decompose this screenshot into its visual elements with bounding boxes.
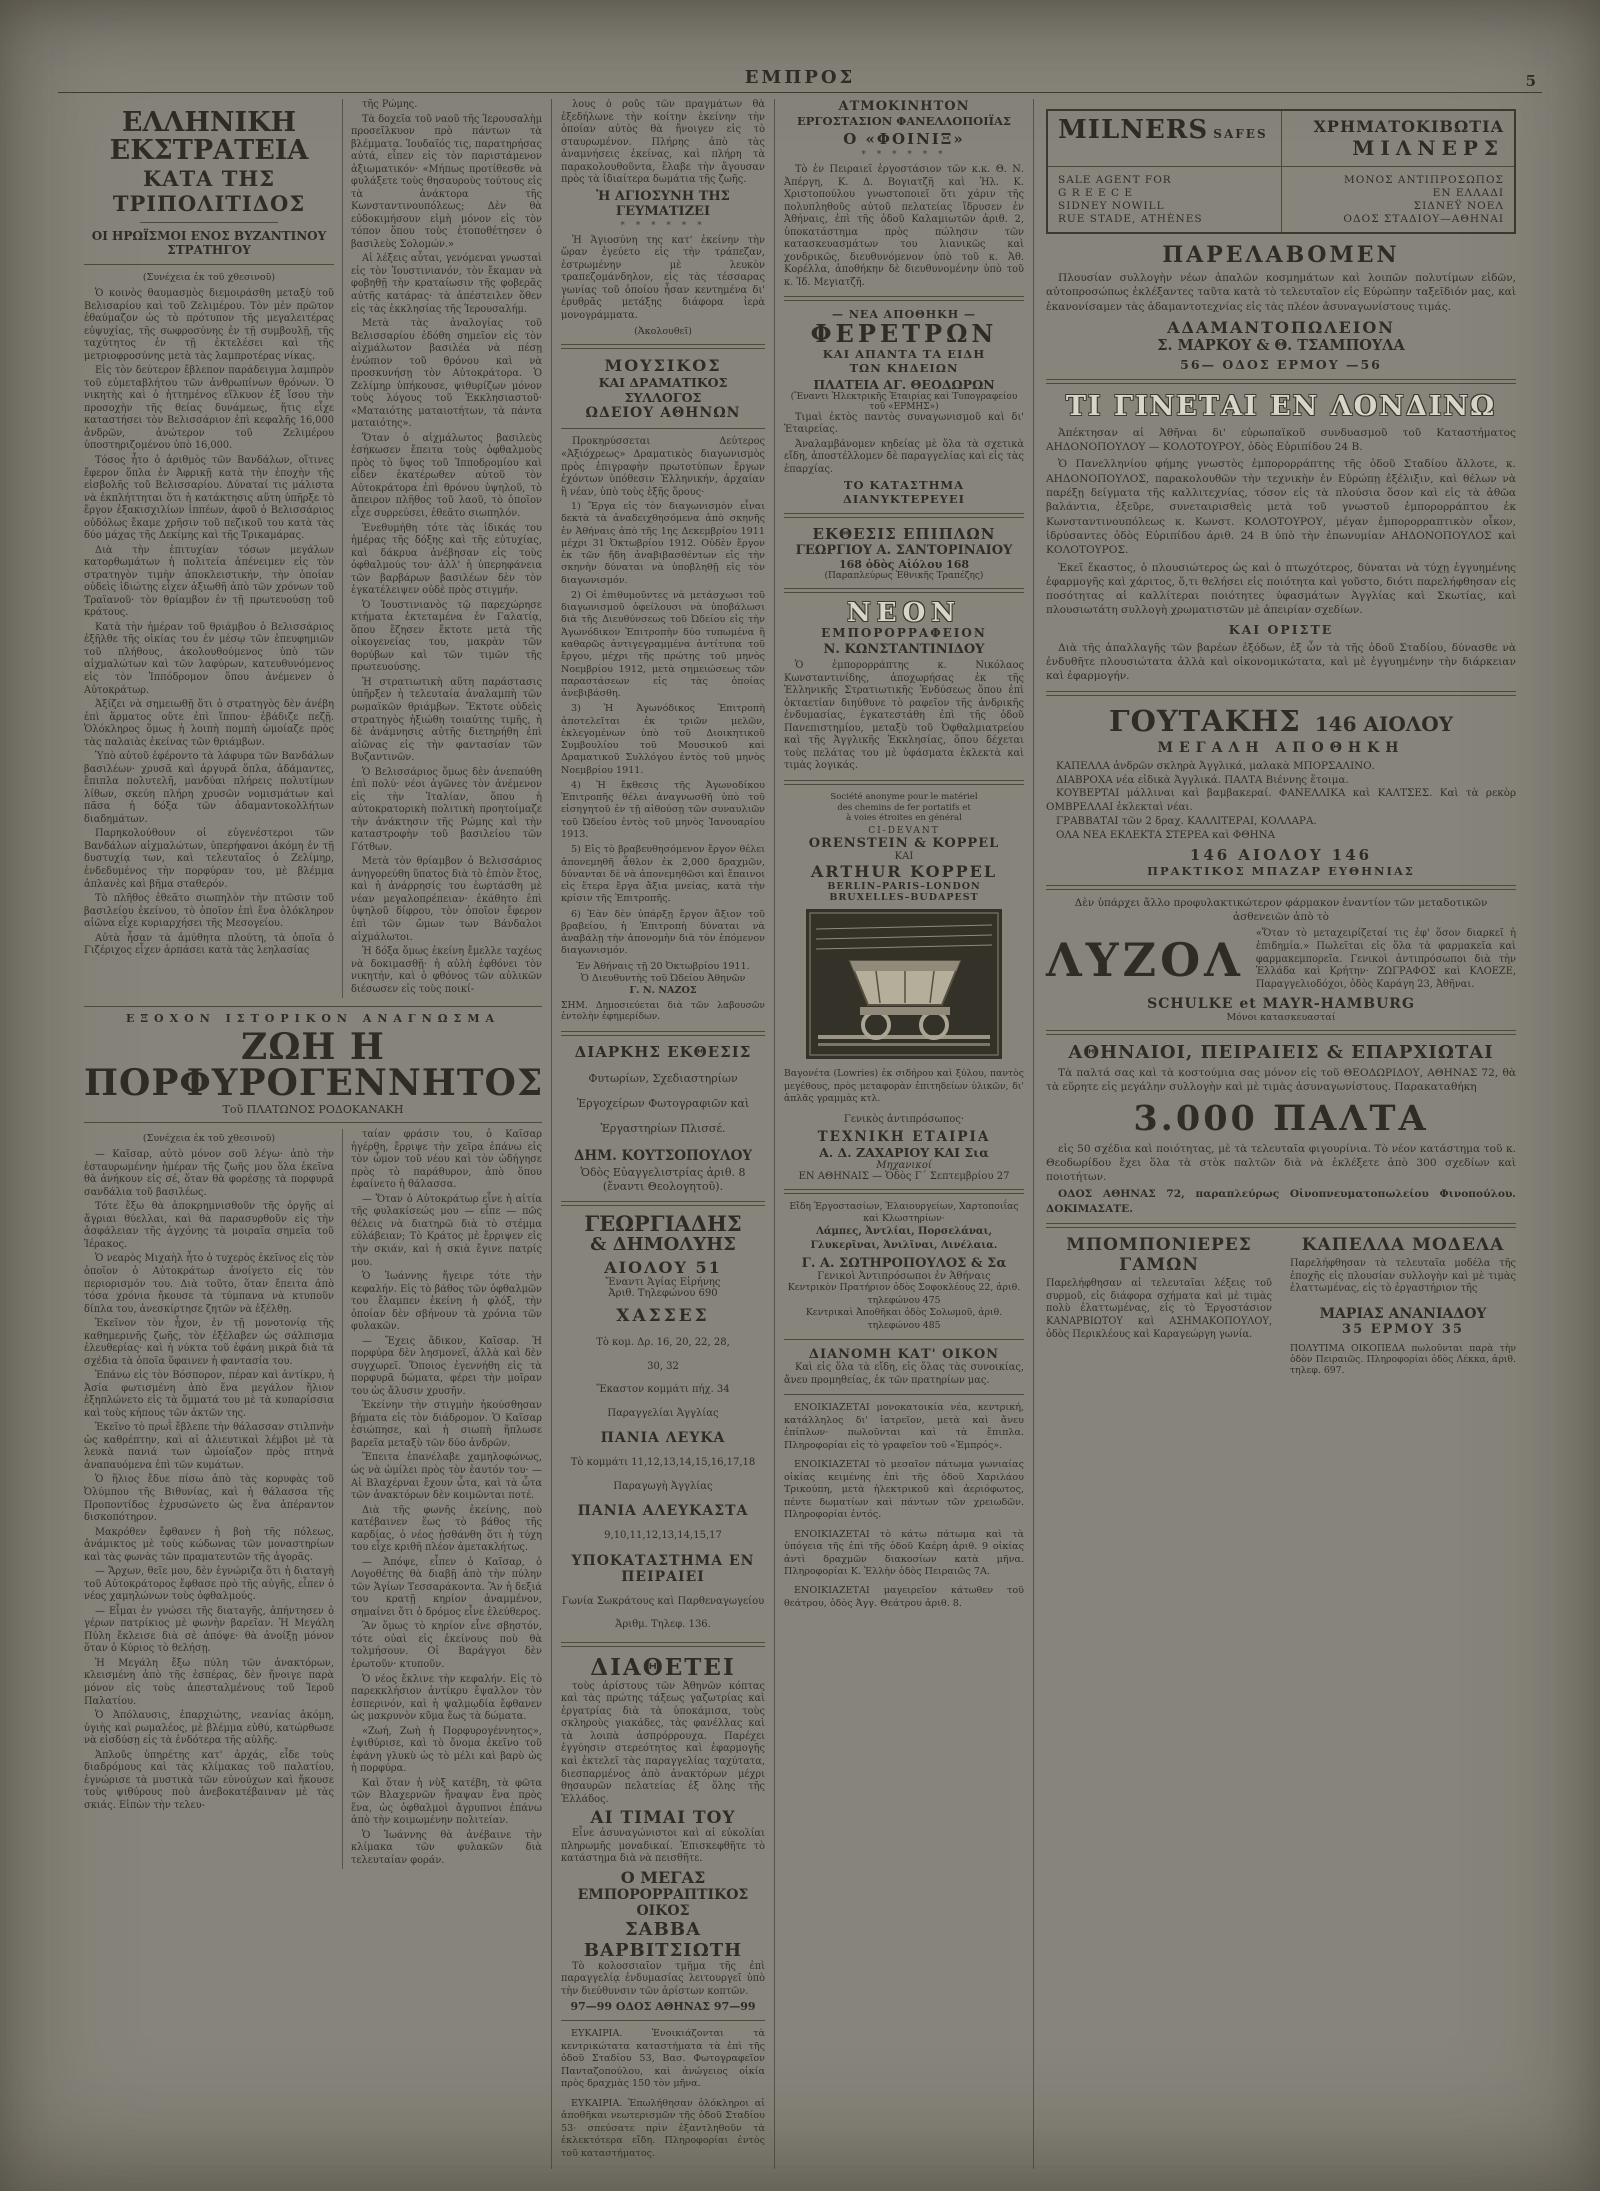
hats-address: 35 ΕΡΜΟΥ 35	[1342, 1322, 1464, 1338]
hats-owner: ΜΑΡΙΑΣ ΑΝΑΝΙΑΔΟΥ	[1319, 1306, 1487, 1323]
tailor-name: ΣΑΒΒΑ ΒΑΡΒΙΤΣΙΩΤΗ	[583, 1918, 743, 1961]
coats-p2: εἰς 50 σχέδια καὶ ποιότητας, μὲ τὰ τελευταῖα φιγουρίνια. Τὸ νέον κατάστημα τοῦ κ. Θεοδωρίδου ἔχει ὅλα τὰ στὸκ παλτῶν διὰ νὰ ἐκλέξετε ἀπὸ 300 σχεδίων καὶ ποιοτήτων.	[1046, 1142, 1516, 1184]
white-cloth-prices	[561, 1456, 765, 1493]
novel-column-right	[343, 1129, 542, 1869]
paragraph: Ὁ ἥλιος ἔδυε πίσω ἀπὸ τὰς κορυφὰς τοῦ Ὀλύμπου τῆς Βιθυνίας, καὶ ἡ θάλασσα τῆς Προποντίδος ἐχρυσώνετο ὡς ἕνα ἀπέραντον δισκοπότηρον.	[84, 1474, 334, 1524]
coffins-title: ΦΕΡΕΤΡΩΝ	[810, 319, 998, 349]
paragraph: Ὁ Ἰωάννης θὰ ἀνέβαινε τὴν κλίμακα τῶν φυλακῶν διὰ τελευταίαν φοράν.	[351, 1829, 542, 1866]
diamond-shop-owners: Σ. ΜΑΡΚΟΥ & Θ. ΤΣΑΜΠΟΥΛΑ	[1157, 336, 1405, 354]
paragraph: Αἱ λέξεις αὗται, γενόμεναι γνωσταὶ εἰς τὸν Ἰουστινιανόν, τὸν ἔκαμαν νὰ φοβηθῇ τὴν κραταίωσιν τῆς φοβερᾶς αὐτῆς κατάρας· τὰ ἀπέστειλεν ὅθεν εἰς τὰς ἐκκλησίας τῆς Ἱερουσαλήμ.	[351, 253, 542, 315]
coats-title: ΑΘΗΝΑΙΟΙ, ΠΕΙΡΑΙΕΙΣ & ΕΠΑΡΧΙΩΤΑΙ	[1068, 1041, 1494, 1063]
paragraph: Αὐτὰ ἦσαν τὰ ἀμύθητα πλούτη, τὰ ὁποῖα ὁ Γιζέριχος εἶχεν ἁρπάσει κατὰ τὰς λεηλασίας	[84, 932, 334, 957]
delivery-text: Καὶ εἰς ὅλα τὰ εἴδη, εἰς ὅλας τὰς συνοικίας, ἄνευ προμηθείας, ἐκ τῶν πρατηρίων μας.	[784, 1362, 1024, 1386]
paragraph: Τὸ κομμάτι 11,12,13,14,15,16,17,18	[570, 1457, 756, 1469]
paragraph: ΚΑΠΕΛΛΑ ἀνδρῶν σκληρὰ Ἀγγλικά, μαλακὰ ΜΠΟΡΣΑΛΙΝΟ.	[1056, 759, 1375, 772]
lyzol-ad	[1046, 897, 1516, 1023]
to-be-continued-note: (Ἀκολουθεῖ)	[634, 326, 692, 338]
paragraph: Ὁ Βελισσάριος ὅμως δὲν ἀνεπαύθη ἐπὶ πολύ· νέοι ἀγῶνες τὸν ἀνέμενον εἰς τὴν Ἰταλίαν, ὅπου ἡ αὐτοκρατορικὴ πολιτικὴ προητοίμαζε τὴν ἀνάκτησιν τῆς Ρώμης καὶ τὴν καταστροφὴν τοῦ βασιλείου τῶν Γότθων.	[351, 766, 542, 853]
divider	[1046, 691, 1516, 696]
milners-greek-cell	[1281, 111, 1514, 166]
technical-company-line4: ΕΝ ΑΘΗΝΑΙΣ — Ὁδὸς Γ΄ Σεπτεμβρίου 27	[798, 1170, 1010, 1182]
article-headline-line1: ΕΛΛΗΝΙΚΗ ΕΚΣΤΡΑΤΕΙΑ	[109, 107, 309, 166]
novel-body-left	[84, 1149, 334, 1812]
branch-details	[561, 1595, 765, 1632]
milners-brand: MILNERS	[1058, 115, 1209, 145]
exhibition-owner: ΔΗΜ. ΚΟΥΤΣΟΠΟΥΛΟΥ	[573, 1147, 753, 1164]
hats-models-ad	[1290, 1235, 1516, 1385]
lyzol-row	[1046, 928, 1516, 992]
paragraph: ΕΝΟΙΚΙΑΖΕΤΑΙ τὸ κάτω πάτωμα καὶ τὰ ὑπόγεια τῆς ἐπὶ τῆς ὁδοῦ Καέρη ἀριθ. 9 οἰκίας ἀντὶ δραχμῶν διακοσίων κατὰ μῆνα. Πληροφορίαι Κ. Ἑλλὴν ὁδὸς Πειραιῶς 7Α.	[784, 1528, 1024, 1577]
divider	[784, 780, 1024, 785]
hats-title: ΚΑΠΕΛΛΑ ΜΟΔΕΛΑ	[1301, 1235, 1505, 1256]
store-landmark: Ἔναντι Ἁγίας Εἰρήνης	[605, 1277, 721, 1289]
tailor-line1: Ο ΜΕΓΑΣ	[620, 1867, 706, 1887]
london-p4: Διὰ τῆς ἀπαλλαγῆς τῶν βαρέων ἐξόδων, ἐξ ὧν τὰ τῆς ὁδοῦ Σταδίου, δύνασθε νὰ ἐνδυθῆτε πλουσιώτατα ἀλλὰ καὶ οἰκονομικώτατα, καὶ μὲ ἐγγυημένην τὴν διάρκειαν καὶ ἐφαρμογήν.	[1046, 641, 1516, 683]
paragraph: Γωνία Σωκράτους καὶ Παρθεναγωγείου	[561, 1595, 765, 1607]
tailor-address: 97—99 ΟΔΟΣ ΑΘΗΝΑΣ 97—99	[570, 2000, 756, 2014]
parelavomen-title: ΠΑΡΕΛΑΒΟΜΕΝ	[1162, 242, 1400, 268]
divider	[140, 222, 278, 223]
paragraph: SALE AGENT FOR	[1058, 174, 1172, 186]
diamond-shop-title: ΑΔΑΜΑΝΤΟΠΩΛΕΙΟΝ	[1167, 317, 1395, 337]
article-subhead: ΟΙ ΗΡΩΪΣΜΟΙ ΕΝΟΣ ΒΥΖΑΝΤΙΝΟΥ ΣΤΡΑΤΗΓΟΥ	[91, 229, 327, 258]
paragraph: Société anonyme pour le matériel	[830, 791, 978, 802]
theodoridis-coats-ad	[1046, 1042, 1516, 1216]
paragraph: Ἡ Μεγάλη ἔξω πύλη τῶν ἀνακτόρων, κλεισμένη ἀπὸ τῆς ἑσπέρας, δὲν ἤνοιγε παρὰ μόνον εἰς τοὺς ἀπεσταλμένους τοῦ Ἱεροῦ Παλατίου.	[84, 1657, 334, 1707]
agiosini-text: Ἡ Ἁγιοσύνη της κατ' ἐκείνην τὴν ὥραν ἐγεύετο εἰς τὴν τράπεζαν, ἐστρωμένην μὲ λευκὸν τραπεζομάνδηλον, εἰς τὰς τέσσαρας γωνίας τοῦ ὁποίου ἦσαν κεντημένα δι' ἐρυθρᾶς μετάξης διάφορα ἱερὰ μονογράμματα.	[561, 234, 765, 321]
column-five	[1034, 99, 1516, 2169]
paragraph: ΔΙΑΒΡΟΧΑ νέα εἰδικὰ Ἀγγλικά. ΠΑΛΤΑ Βιέννης ἕτοιμα.	[1056, 773, 1349, 786]
paragraph: Κατὰ τὴν ἡμέραν τοῦ θριάμβου ὁ Βελισσάριος ἐξῆλθε τῆς οἰκίας του ἐν μέσῳ τῶν ἐπευφημιῶν τοῦ πλήθους, ἀκολουθούμενος ὑπὸ τῶν αἰχμαλώτων καὶ τῶν λαφύρων, κατευθυνόμενος εἰς τὸν Ἱππόδρομον ὅπου ἀνέμενεν ὁ Αὐτοκράτωρ.	[84, 621, 334, 696]
article-body	[84, 288, 334, 958]
paragraph: Ἡ δόξα ὅμως ἐκείνη ἔμελλε ταχέως νὰ δοκιμασθῇ· ἡ αὐλὴ ἐφθόνει τὸν νικητήν, καὶ ὁ φθόνος τῶν αὐλικῶν διέσωσεν εἰς τοὺς ποικί-	[351, 946, 542, 995]
exhibition-address: Ὁδὸς Εὐαγγελιστρίας ἀριθ. 8 (ἔναντι Θεολογητοῦ).	[580, 1165, 746, 1194]
divider	[84, 264, 334, 265]
section-white-cloth: ΠΑΝΙΑ ΛΕΥΚΑ	[600, 1430, 726, 1447]
divider	[561, 344, 765, 349]
tailor-text: Τὸ κολοσσιαῖον τμῆμα τῆς ἐπὶ παραγγελίᾳ ἐνδυμασίας λειτουργεῖ ὑπὸ τὴν διεύθυνσιν τῶν ἀρίστων κοπτῶν.	[561, 1960, 765, 1997]
phoenix-text: Τὸ ἐν Πειραιεῖ ἐργοστάσιον τῶν κ.κ. Θ. Ν. Ἀπέργη, Κ. Δ. Βογιατζῆ καὶ Ἠλ. Κ. Χριστοπούλου γνωστοποιεῖ ὅτι χάριν τῆς πολυπληθοῦς αὐτοῦ πελατείας ἵδρυσεν ἐν Ἀθήναις, ἐπὶ τῆς ὁδοῦ Καλαμιωτῶν ἀριθ. 2, ὑποκατάστημα πρὸς πώλησιν τῶν κατασκευασμάτων του λιανικῶς καὶ χονδρικῶς, διευθυνόμενον ὑπὸ τοῦ κ. Ἀθ. Κορέλλα, ἀποθήκην δὲ διευθυνομένην ὑπὸ τοῦ κ. Ἰδ. Μεγιατζῆ.	[784, 164, 1024, 288]
furniture-owner: ΓΕΩΡΓΙΟΥ Α. ΣΑΝΤΟΡΙΝΑΙΟΥ	[795, 543, 1013, 559]
coats-p3: ΟΔΟΣ ΑΘΗΝΑΣ 72, παραπλεύρως Οἰνοπνευματοπωλείου Φινοπούλου. ΔΟΚΙΜΑΣΑΤΕ.	[1046, 1188, 1516, 1215]
hats-text: Παρελήφθησαν τὰ τελευταῖα μοδέλα τῆς ἐποχῆς εἰς πλουσίαν συλλογὴν καὶ μὲ τιμὰς ἐλαττωμένας, εἰς τὸ ἐργαστήριον τῆς	[1290, 1258, 1516, 1295]
paragraph: Ὁ Ἀπόλαυσις, ἐπαρχιώτης, νεανίας ἀκόμη, ὑγιὴς καὶ ρωμαλέος, μὲ βλέμμα εὐθύ, κατώρθωσε νὰ εἰσδύσῃ εἰς τὰ ἐνδότερα τῆς αὐλῆς.	[84, 1710, 334, 1747]
divider	[784, 1394, 1024, 1395]
paragraph: Ἡ στρατιωτικὴ αὕτη παράστασις ὑπῆρξεν ἡ τελευταία ἀναλαμπὴ τῶν ρωμαϊκῶν θριάμβων. Ἔκτοτε οὐδεὶς στρατηγὸς ἠξιώθη τοιαύτης τιμῆς, ἡ δὲ ἀνάμνησις αὐτῆς διετηρήθη ἐπὶ αἰῶνας εἰς τὴν φαντασίαν τῶν Βυζαντινῶν.	[351, 676, 542, 764]
new-tailor-shop-ad	[784, 600, 1024, 773]
paragraph: Ὁ νέος ἔκλινε τὴν κεφαλήν. Εἰς τὸ παρεκκλήσιον ἀντίκρυ ἔψαλλον τὸν ἑσπερινόν, καὶ ἡ ψαλμῳδία ἔφθανεν ὡς μακρυνὸν κῦμα ἕως τὰ δώματα.	[351, 1673, 542, 1723]
koppel-railway-ad	[784, 792, 1024, 1182]
paragraph: Ἐκεῖνο τὸ πρωῒ ἔβλεπε τὴν θάλασσαν στιλπνὴν ὡς καθρέπτην, καὶ αἱ ἁλιευτικαὶ λέμβοι μὲ τὰ λευκὰ πανιά των ὡμοίαζον πρὸς πτηνὰ ἀναπαυόμενα ἐπὶ τῶν κυμάτων.	[84, 1422, 334, 1471]
paragraph: — Καῖσαρ, αὐτὸ μόνον σοῦ λέγω· ἀπὸ τὴν ἐσταυρωμένην ἡμέραν τῆς ζωῆς μου ὅλα ἐκεῖνα θὰ ἀνήκουν εἰς σέ, ὅταν θὰ φορέσῃς τὰ πορφυρᾶ σανδάλια τοῦ βασιλέως.	[84, 1149, 334, 1198]
page-header	[58, 0, 1542, 93]
diathetei-title: ΔΙΑΘΕΤΕΙ	[590, 1653, 736, 1681]
column-three	[552, 99, 775, 2169]
london-midhead: ΚΑΙ ΟΡΙΣΤΕ	[1228, 621, 1334, 637]
london-p3: Ἐκεῖ ἕκαστος, ὁ πλουσιώτερος ὡς καὶ ὁ πτωχότερος, δύναται νὰ τύχῃ ἐγγυημένης ἐφαρμογῆς καὶ χάριτος, ὅ,τι θελήσει εἰς ποιότητα καὶ γοῦστο, διότι παρελήφθησαν εἰς ποσότητας αἱ καλλίτεραι ποιότητες ὑφασμάτων Ἀγγλίας καὶ Σκωτίας, καὶ πλουσιωτάτη συλλογὴ χρωματιστῶν μὲ ἀπειρίαν σχεδίων.	[1046, 561, 1516, 617]
furniture-title: ΕΚΘΕΣΙΣ ΕΠΙΠΛΩΝ	[812, 525, 996, 544]
goutakis-items	[1046, 760, 1516, 843]
prices-ad	[561, 1808, 765, 1866]
article-headline-line2: ΚΑΤΑ ΤΗΣ ΤΡΙΠΟΛΙΤΙΔΟΣ	[112, 166, 306, 217]
rental-classifieds	[784, 1402, 1024, 1610]
paragraph: Τότε ἔξω θὰ ἀποκρημνισθοῦν τῆς ὀργῆς αἱ ἄγριαι θύελλαι, καὶ θὰ παρασυρθοῦν εἰς τὴν ἀσφάλειαν τῆς ἀγχόνης τὰ μοιραῖα σημεῖα τοῦ Ἱέρακος.	[84, 1201, 334, 1250]
newspaper-title: ΕΜΠΡΟΣ	[744, 67, 856, 88]
novel-column-left	[84, 1129, 343, 1869]
paragraph: — Ἀπόψε, εἶπεν ὁ Καῖσαρ, ὁ Λογοθέτης θὰ διαβῇ ἀπὸ τὴν πύλην τῶν Ἁγίων Τεσσαράκοντα. Ἂν ἡ δεξιά του κρατῇ κηρίον ἀναμμένον, σημαίνει ὅτι ὁ δρόμος εἶνε ἐλεύθερος.	[351, 1556, 542, 1618]
parelavomen-text: Πλουσίαν συλλογὴν νέων ἁπαλῶν κοσμημάτων καὶ λοιπῶν πολυτίμων εἰδῶν, αὐτοπροσώπως ἐκλέξαντες ταῦτα κατὰ τὸ τελευταῖον εἰς Εὐρώπην ταξεῖδιόν μας, καὶ ἐκανονίσαμεν τὰς ἀδαμαντοτεχνίας εἰς τὰς πλέον ἀσυναγωνίστους τιμάς.	[1046, 272, 1516, 313]
koppel-caption: Βαγονέτα (Lowries) ἐκ σιδήρου καὶ ξύλου, παντὸς μεγέθους, πρὸς μεταφορὰν ἐπιτηδείων ὑλικῶν, δι' ἁπλᾶς γραμμὰς κτλ.	[784, 1068, 1024, 1104]
paragraph: ταίαν φράσιν του, ὁ Καῖσαρ ἠγέρθη, ἔρριψε τὴν χεῖρα ἐπάνω εἰς τὸν ὦμον τοῦ νέου καὶ τὸν ὡδήγησε πρὸς τὸ παράθυρον, ἀπὸ ὅπου ἐφαίνετο ἡ θάλασσα.	[351, 1129, 542, 1191]
paragraph: ΓΡΑΒΒΑΤΑΙ τῶν 2 δραχ. ΚΑΛΛΙΤΕΡΑΙ, ΚΟΛΛΑΡΑ.	[1056, 815, 1317, 828]
asterisk-ornament: * * * * * *	[861, 150, 947, 160]
paragraph: Ἀξίζει νὰ σημειωθῇ ὅτι ὁ στρατηγὸς δὲν ἀνέβη ἐπὶ ἅρματος οὔτε ἐπὶ ἵππου· ἐβάδιζε πεζῇ. Ὁλόκληρος ὅμως ἡ λοιπὴ πομπὴ ὡμοίαζε πρὸς τὰς παλαιὰς ἐκείνας τῶν θριάμβων.	[84, 699, 334, 748]
neon-title: ΝΕΟΝ	[847, 598, 961, 629]
store-name-line1: ΓΕΩΡΓΙΑΔΗΣ	[584, 1211, 742, 1237]
paragraph: 4) Ἡ ἔκθεσις τῆς Ἀγωνοδίκου Ἐπιτροπῆς θέλει ἀναγνωσθῆ ὑπὸ τοῦ εἰσηγητοῦ ἐν τῇ αἰθούσῃ τῶν συναυλιῶν τοῦ Ὠδείου ἐντὸς τοῦ μηνὸς Ἰανουαρίου 1913.	[561, 779, 765, 840]
paragraph: — Ἔχεις ἄδικον, Καῖσαρ. Ἡ πορφύρα δὲν λησμονεῖ, ἀλλὰ καὶ δὲν συγχωρεῖ. Ὅποιος ἐγεννήθη εἰς τὰ πορφυρᾶ δώματα, φέρει τὴν μοῖραν του ὡς ἄλυσιν χρυσῆν.	[351, 1335, 542, 1397]
phoenix-brand: Ο «ΦΟΙΝΙΞ»	[843, 130, 965, 148]
paragraph: Ἐνεθυμήθη τότε τὰς ἰδικάς του ἡμέρας τῆς δόξης καὶ τῆς εὐτυχίας, καὶ δάκρυα ἀνέβησαν εἰς τοὺς ὀφθαλμούς του· ἀλλ' ἡ ὑπερηφάνεια τῶν βαρβάρων βασιλέων δὲν τὸν ἐγκατέλειψεν οὐδὲ πρὸς στιγμήν.	[351, 522, 542, 597]
page-number: 5	[1525, 72, 1536, 90]
column-four	[775, 99, 1034, 2169]
furniture-landmark: (Παραπλεύρως Ἐθνικῆς Τραπέζης)	[824, 571, 984, 582]
paragraph: Ὑπὸ αὐτοῦ ἐφέροντο τὰ λάφυρα τῶν Βανδάλων βασιλέων· χρυσᾶ καὶ ἀργυρᾶ ὅπλα, ἀδάμαντες, ἔπιπλα πολυτελῆ, μανδύαι πλήρεις πολυτίμων λίθων, σκεύη πλήρη χρυσῶν νομισμάτων καὶ πᾶσα ἡ δόξα τῶν ἀδαμαντοκολλήτων διαδημάτων.	[84, 751, 334, 825]
london-p2: Ὁ Πανελληνίου φήμης γνωστὸς ἐμπορορράπτης τῆς ὁδοῦ Σταδίου ἄλλοτε, κ. ΑΗΔΟΝΟΠΟΥΛΟΣ, παρακολουθῶν τὴν τεχνικὴν ἐν Εὐρώπῃ ἐξέλιξιν, καὶ θέλων νὰ παρέξῃ δείγματα τῆς καλλιτεχνίας, τόσον εἰς τὰ πλούσια ὅσον καὶ εἰς τὰ ἀθῶα βαλάντια, ἐξεῦρε, συνεταιρισθεὶς μετὰ τοῦ γνωστοῦ ἐμπορορράπτου ἐκ Κωνσταντινουπόλεως κ. Κωνστ. ΚΟΛΟΤΟΥΡΟΥ, μέγαν ἐμπορορραπτικὸν οἶκον, ἱδρύσαντες ὁδὸς Εὐριπίδου ἀριθ. 24 Β ὑπὸ τὴν ἐπωνυμίαν ΑΗΔΟΝΟΠΟΥΛΟΣ καὶ ΚΟΛΟΤΟΥΡΟΣ.	[1046, 458, 1516, 557]
novel-kicker: ΕΞΟΧΟΝ ΙΣΤΟΡΙΚΟΝ ΑΝΑΓΝΩΣΜΑ	[125, 1012, 501, 1026]
tailor-line2: ΕΜΠΟΡΟΡΡΑΠΤΙΚΟΣ ΟΙΚΟΣ	[577, 1886, 749, 1919]
divider	[784, 588, 1024, 593]
paragraph: — Ὅταν ὁ Αὐτοκράτωρ εἶνε ἡ αἰτία τῆς φυλακίσεώς μου — εἶπε — πῶς θέλεις νὰ διατηρῶ διὰ τὸ στέμμα εὐλάβειαν; Τὸ Κράτος μὲ ἔρριψεν εἰς τὴν σκιάν, καὶ ἡ σκιὰ ἔγινε πατρίς μου.	[351, 1193, 542, 1268]
announcement-title-line3: ΩΔΕΙΟΥ ΑΘΗΝΩΝ	[585, 405, 741, 422]
paragraph: 2) Οἱ ἐπιθυμοῦντες νὰ μετάσχωσι τοῦ διαγωνισμοῦ ὀφείλουσι νὰ ὑποβάλωσι διὰ τῆς Διευθύνσεως τοῦ Ὠδείου εἰς τὴν Ἀγωνόδικον Ἐπιτροπὴν δύο τυπωμένα ἢ καθαρῶς ἀντιγεγραμμένα ἀντίτυπα τοῦ ἔργου, μέχρι τῆς πρώτης τοῦ μηνὸς Νοεμβρίου 1912, μετὰ σημειώσεως τῶν παραστάσεων εἰς τὰς ὁποίας ἀνεβιβάσθη.	[561, 589, 765, 700]
paragraph: SIDNEY NOWILL	[1058, 200, 1165, 212]
announcement-title-line1: ΜΟΥΣΙΚΟΣ	[604, 356, 722, 376]
lyzol-brand: ΛΥΖΟΛ	[1046, 933, 1244, 988]
paragraph: 5) Εἰς τὸ βραβευθησόμενον ἔργον θέλει ἀπονεμηθῆ ἆθλον ἐκ 2,000 δραχμῶν, δύνανται δὲ νὰ ἀπονεμηθῶσι καὶ ἔπαινοι εἰς ἕτερα ἔργα ἄξια μνείας, κατὰ τὴν κρίσιν τῆς Ἐπιτροπῆς.	[561, 844, 765, 905]
paragraph: 3) Ἡ Ἀγωνόδικος Ἐπιτροπὴ ἀποτελεῖται ἐκ τριῶν μελῶν, ἐκλεγομένων ὑπὸ τοῦ Διοικητικοῦ Συμβουλίου τοῦ Μουσικοῦ καὶ Δραματικοῦ Συλλόγου ἐντὸς τοῦ μηνὸς Νοεμβρίου 1911.	[561, 703, 765, 776]
paragraph: à voies étroites en général	[846, 813, 962, 824]
serial-ending-paragraph: λους ὁ ροῦς τῶν πραγμάτων θὰ ἐξεδήλωνε τὴν κοίτην ἐκείνην τὴν ὁποίαν αὐτὸς θὰ ἤνοιγεν εἰς τὸ σταυρωμένον. Πλήρης ἀπὸ τὰς ἀναμνήσεις ἐκείνας, καὶ πλήρη τὰ παρακολουθοῦντα, ἔλαβε τὴν ἄγουσαν πρὸς τὰ ἰδιαίτερα δωμάτια τῆς ζωῆς.	[561, 99, 765, 186]
divider	[561, 428, 765, 429]
furniture-exhibition-ad	[784, 525, 1024, 581]
sotiropoulos-store: Κεντρικὸν Πρατήριον ὁδὸς Σοφοκλέους 22, ἀριθ. τηλεφώνου 475	[787, 1282, 1021, 1306]
divider	[784, 296, 1024, 301]
coffins-footer: ΤΟ ΚΑΤΑΣΤΗΜΑ ΔΙΑΝΥΚΤΕΡΕΥΕΙ	[842, 478, 966, 507]
milners-grid	[1048, 111, 1514, 232]
coffins-line2: ΤΩΝ ΚΗΔΕΙΩΝ	[849, 360, 959, 375]
bonbonnieres-title: ΜΠΟΜΠΟΝΙΕΡΕΣ ΓΑΜΩΝ	[1066, 1235, 1252, 1276]
opportunity-classifieds	[561, 2028, 765, 2160]
exhibition-title: ΔΙΑΡΚΗΣ ΕΚΘΕΣΙΣ	[574, 1042, 752, 1061]
article-pair	[84, 99, 542, 998]
signer-name: Γ. Ν. ΝΑΖΟΣ	[629, 984, 697, 996]
georgiadis-dimolyis-ad	[561, 1213, 765, 1632]
store-name-line2: & ΔΗΜΟΛΥΗΣ	[590, 1234, 736, 1256]
paragraph: Τὸ κομ. Δρ. 16, 20, 22, 28,	[596, 1337, 730, 1349]
paragraph: Ὁ Ἰωάννης ἤγειρε τότε τὴν κεφαλήν. Εἰς τὸ βάθος τῶν ὀφθαλμῶν του ἔλαμπεν ἐκείνη ἡ φλόξ, τὴν ὁποίαν δὲν σβήνουν τὰ χρόνια τῶν φυλακῶν.	[351, 1271, 542, 1333]
technical-company-line1: ΤΕΧΝΙΚΗ ΕΤΑΙΡΙΑ	[817, 1128, 991, 1145]
milners-brand-cell	[1048, 111, 1281, 166]
paragraph: Διὰ τῆς φωνῆς ἐκείνης, ποὺ κατέβαινεν ἕως τὸ βάθος τῆς καρδίας, ὁ νέος ᾐσθάνθη ὅτι ἡ τύχη του εἶχε κριθῆ πλέον ἀμετακλήτως.	[351, 1504, 542, 1554]
land-plots-note: ΠΟΛΥΤΙΜΑ ΟΙΚΟΠΕΔΑ πωλοῦνται παρὰ τὴν ὁδὸν Πειραιῶς. Πληροφορίαι ὁδὸς Λέκκα, ἀριθ. τηλεφ. 697.	[1290, 1343, 1516, 1377]
sotiropoulos-role: Γενικοὶ Ἀντιπρόσωποι ἐν Ἀθήναις	[817, 1271, 991, 1283]
divider	[561, 1201, 765, 1206]
coffins-text2: Ἀναλαμβάνομεν κηδείας μὲ ὅλα τὰ σχετικὰ εἴδη, ἀποστέλλομεν δὲ παραγγελίας καὶ εἰς τὰς ἐπαρχίας.	[784, 438, 1024, 475]
home-delivery-ad	[784, 1347, 1024, 1387]
paragraph: Τόσος ἦτο ὁ ἀριθμὸς τῶν Βανδάλων, οἵτινες ἔφερον ὅπλα ἐν Ἀφρικῇ κατὰ τὴν ἐποχὴν τῆς εἰσβολῆς τοῦ Βελισσαρίου. Δύναταί τις μάλιστα νὰ ἐκπλήττηται ὅτι ἡ κατάκτησις αὕτη ὑπῆρξε τὸ ἔργον ἑξακισχιλίων ἱππέων, ἀφοῦ ὁ Βελισσάριος οὐδόλως ἔκαμε χρῆσιν τοῦ πεζικοῦ του κατὰ τὰς δύο μάχας τῆς Δεκίμης καὶ τῆς Τρικαμάρας.	[84, 454, 334, 542]
paragraph: ΕΝ ΕΛΛΑΔΙ	[1432, 187, 1504, 199]
coats-p1: Τὰ παλτά σας καὶ τὰ κοστούμια σας μόνον εἰς τοῦ ΘΕΟΔΩΡΙΔΟΥ, ΑΘΗΝΑΣ 72, θὰ τὰ εὕρητε εἰς μεγάλην συλλογὴν καὶ μὲ τιμὰς ἀσυναγωνίστους. Παρακαταθήκη	[1046, 1066, 1516, 1094]
coffins-landmark: (Ἔναντι Ἠλεκτρικῆς Ἑταιρίας καὶ Τυπογραφείου τοῦ «ΕΡΜΗΣ»)	[790, 391, 1018, 412]
section-chasses: ΧΑΣΣΕΣ	[616, 1306, 710, 1327]
section-unbleached-cloth: ΠΑΝΙΑ ΑΛΕΥΚΑΣΤΑ	[577, 1503, 749, 1520]
paragraph: Καὶ ὅταν ἡ νὺξ κατέβη, τὰ φῶτα τῶν Βλαχερνῶν ἤναψαν ἕνα πρὸς ἕνα, ὡς ὀφθαλμοὶ ἄγρυπνοι ἐπάνω ἀπὸ τὴν κοιμωμένην πολιτείαν.	[351, 1777, 542, 1827]
asterisk-ornament: * * * * * *	[620, 220, 706, 231]
paragraph: Φυτωρίων, Σχεδιαστηρίων	[588, 1071, 738, 1085]
paragraph: Μετὰ τὸν θρίαμβον ὁ Βελισσάριος ἀνηγορεύθη ὕπατος διὰ τὸ ἐπιὸν ἔτος, καὶ ἡ ἀνάρρησίς του ἑωρτάσθη μὲ νέαν μεγαλοπρέπειαν· ἐκάθητο ἐπὶ ὑψηλοῦ δίφρου, τὸν ὁποῖον ἔφερον ἐπὶ τῶν ὤμων των Βάνδαλοι αἰχμάλωτοι.	[351, 856, 542, 943]
paragraph: Ἔπειτα ἐπανέλαβε χαμηλοφώνως, ὡς νὰ ὡμίλει πρὸς τὸν ἑαυτόν του· — Αἱ Βλαχέρναι ἔχουν ὦτα, καὶ τὰ ὦτα τῶν ἀνακτόρων δὲν κοιμῶνται ποτέ.	[351, 1452, 542, 1502]
phoenix-line2: ΕΡΓΟΣΤΑΣΙΟΝ ΦΑΝΕΛΛΟΠΟΙΪΑΣ	[796, 114, 1012, 128]
paragraph: ΟΛΑ ΝΕΑ ΕΚΛΕΚΤΑ ΣΤΕΡΕΑ καὶ ΦΘΗΝΑ	[1056, 829, 1276, 842]
announcement-terms	[561, 501, 765, 958]
koppel-former-label: CI-DEVANT	[868, 826, 940, 837]
paragraph: Ὅταν ὁ αἰχμάλωτος βασιλεὺς ἐσήκωσεν ἔπειτα τοὺς ὀφθαλμοὺς πρὸς τὸ ὕψος τοῦ Ἱπποδρομίου καὶ εἶδεν ἑκατέρωθεν αὐτοῦ τὸν Αὐτοκράτορα ἐπὶ θρόνου ὑψηλοῦ, τὸ ἄπειρον πλῆθος τοῦ λαοῦ, τὸ ὁποῖον εἶχε συρρεύσει, ἐθεᾶτο σιωπηλόν.	[351, 432, 542, 519]
paragraph: Εἰς τὸν δεύτερον ἔβλεπον παράδειγμα λαμπρὸν τοῦ εὐμεταβλήτου τῶν ἀνθρωπίνων θρόνων. Ὁ νικητὴς καὶ ὁ ἡττημένος εἵλκυον ἐξ ἴσου τὴν προσοχὴν τῆς θείας δυνάμεως, ἥτις εἶχε καταστήσει τὸν Βελισσάριον ἐπὶ κεφαλῆς 16,000 ἀνδρῶν, ἀνώτερον τοῦ Ζελιμέρου ὑποστηριζομένου ὑπὸ 16,000.	[84, 365, 334, 452]
divider	[1046, 1030, 1516, 1035]
paragraph: ΜΟΝΟΣ ΑΝΤΙΠΡΟΣΩΠΟΣ	[1344, 174, 1504, 186]
store-address: ΑΙΟΛΟΥ 51	[604, 1258, 722, 1278]
permanent-exhibition-ad	[561, 1043, 765, 1194]
neon-owner: Ν. ΚΩΝΣΤΑΝΤΙΝΙΔΟΥ	[823, 642, 985, 658]
milners-agent-gr-lines	[1292, 174, 1504, 225]
paragraph: ΣΙΔΝΕΫ ΝΟΕΛ	[1413, 200, 1504, 212]
sotiropoulos-ad	[784, 1201, 1024, 1332]
coffins-warehouse-ad	[784, 308, 1024, 506]
divider	[784, 513, 1024, 518]
milners-agent-en	[1048, 166, 1281, 232]
paragraph: τῆς Ρώμης.	[362, 99, 418, 110]
milners-greek-line1: ΧΡΗΜΑΤΟΚΙΒΩΤΙΑ	[1313, 117, 1504, 136]
paragraph: Τὰ δοχεῖα τοῦ ναοῦ τῆς Ἱερουσαλὴμ προσεῖλκυον πρὸ πάντων τὰ βλέμματα. Ἰουδαῖός τις, παρατηρήσας αὐτά, εἶπεν εἰς τὸν παριστάμενον ἀξιωματικόν· «Μήπως προτίθεσθε νὰ φυλάξετε τοὺς θησαυροὺς τούτους εἰς τὰ ἀνάκτορα τῆς Κωνσταντινουπόλεως; Δὲν θὰ εὐδοκιμήσουν εἰμὴ μόνον εἰς τὸν τόπον ὅπου τοὺς ἐτοποθέτησεν ὁ βασιλεὺς Σολομών.»	[351, 113, 542, 250]
article-body-continued	[351, 99, 542, 996]
paragraph: 6) Ἐὰν δὲν ὑπάρξῃ ἔργον ἄξιον τοῦ βραβείου, ἡ Ἐπιτροπὴ δύναται νὰ ἀναβάλῃ τὴν ἀπονομὴν διὰ τὸν ἑπόμενον διαγωνισμόν.	[561, 908, 765, 957]
paragraph: 9,10,11,12,13,14,15,17	[604, 1530, 722, 1542]
continuation-note: (Συνέχεια ἐκ τοῦ χθεσινοῦ)	[142, 272, 276, 284]
paragraph: Διὰ τὴν ἐπιτυχίαν τόσων μεγάλων κατορθωμάτων ἡ πολιτεία ἀπένειμεν εἰς τὸν στρατηγὸν τιμὴν ἀποκλειστικήν, τὴν ὁποίαν οὐδεὶς ἰδιώτης εἶχεν ἀξιωθῆ ἀπὸ τῶν χρόνων τοῦ Τραϊανοῦ· τὸν θρίαμβον ἐν τῇ πρωτευούσῃ τοῦ κράτους.	[84, 544, 334, 619]
chasses-prices	[561, 1336, 765, 1420]
divider	[784, 1339, 1024, 1340]
diathetei-ad	[561, 1654, 765, 1806]
column-article-continued	[343, 99, 542, 998]
lyzol-maker: SCHULKE et MAYR-HAMBURG	[1147, 995, 1415, 1012]
column-expedition-article	[84, 99, 343, 998]
goods-list: Λάμπες, Ἀντλίαι, Πορσελάναι, Γλυκερῖναι, Ἀνιλῖναι, Λινέλαια.	[810, 1226, 998, 1252]
divider	[1046, 1223, 1516, 1228]
prices-text: Εἶνε ἀσυναγώνιστοι καὶ αἱ εὐκολίαι πληρωμῆς μοναδικαί. Ἐπισκεφθῆτε τὸ κατάστημα διὰ νὰ πεισθῆτε.	[561, 1828, 765, 1865]
koppel-arthur: ARTHUR KOPPEL	[810, 862, 998, 882]
coffins-line1: ΚΑΙ ΑΠΑΝΤΑ ΤΑ ΕΙΔΗ	[822, 346, 986, 361]
london-tailors-article	[1046, 391, 1516, 684]
paragraph: Παραγωγὴ Ἀγγλίας	[613, 1480, 713, 1492]
paragraph: — Ἄρχων, θεῖε μου, δὲν ἐγνώριζα ὅτι ἡ διαταγὴ τοῦ Αὐτοκράτορος ἔφθασε πρὸ τῆς αὐγῆς, εἶπεν ὁ νέος χαμηλώνων τοὺς ὀφθαλμούς.	[84, 1566, 334, 1603]
announcement-note: ΣΗΜ. Δημοσιεύεται διὰ τῶν λαβουσῶν ἐντολὴν ἐφημερίδων.	[561, 999, 765, 1022]
novel-body-right	[351, 1129, 542, 1867]
paragraph: Μετὰ τὰς ἀναλογίας τοῦ Βελισσαρίου ἐδόθη σημεῖον εἰς τὸν αἰχμάλωτον βασιλέα νὰ πέσῃ ἐνώπιον τοῦ θρόνου καὶ νὰ προσκυνήσῃ τὸν Αὐτοκράτορα. Ὁ Ζελίμηρ ὑπήκουσε, ψιθυρίζων μόνον τοὺς λόγους τοῦ Ἐκκλησιαστοῦ· «Ματαιότης ματαιοτήτων, τὰ πάντα ματαιότης».	[351, 318, 542, 430]
coffins-text1: Τιμαὶ ἐκτὸς παντὸς συναγωνισμοῦ καὶ δι' Ἑταιρείας.	[784, 411, 1024, 436]
unbleached-prices	[561, 1529, 765, 1543]
goutakis-ad	[1046, 704, 1516, 878]
neon-line: ΕΜΠΟΡΟΡΡΑΦΕΙΟΝ	[821, 626, 987, 641]
coats-big: 3.000 ΠΑΛΤΑ	[1133, 1097, 1429, 1139]
left-zone	[84, 99, 552, 2169]
koppel-company: ORENSTEIN & KOPPEL	[808, 836, 1000, 852]
diamond-shop-address: 56— ΟΔΟΣ ΕΡΜΟΥ —56	[1180, 356, 1382, 372]
milners-greek-line2: ΜΙΛΝΕΡΣ	[1352, 136, 1504, 160]
paragraph: Ὁ Ἰουστινιανὸς τῷ παρεχώρησε κτήματα ἐκτεταμένα ἐν Γαλατίᾳ, ὅπου ἔζησεν ἔκτοτε μετὰ τῆς οἰκογενείας του, μακρὰν τῶν θορύβων καὶ τῶν τιμῶν τῆς πρωτευούσης.	[351, 599, 542, 674]
lyzol-maker-note: Μόνοι κατασκευασταί	[1226, 1011, 1336, 1023]
novel-byline: Τοῦ ΠΛΑΤΩΝΟΣ ΡΟΔΟΚΑΝΑΚΗ	[222, 1103, 404, 1117]
announcement-title-line2: ΚΑΙ ΔΡΑΜΑΤΙΚΟΣ ΣΥΛΛΟΓΟΣ	[598, 375, 728, 406]
bonbonnieres-ad	[1046, 1235, 1272, 1385]
coffins-address: ΠΛΑΤΕΙΑ ΑΓ. ΘΕΟΔΩΡΩΝ	[813, 376, 995, 392]
divider	[561, 1031, 765, 1036]
divider	[1046, 885, 1516, 890]
neon-text: Ὁ ἐμπορορράπτης κ. Νικόλαος Κωνσταντινίδης, ἀποχωρήσας ἐκ τῆς Ἑλληνικῆς Στρατιωτικῆς Ἐνδύσεως ὅπου ἐπὶ ὀκταετίαν διηύθυνε τὸ ραφεῖον τῆς ἀνδρικῆς ἐνδυμασίας, ἐγκατεστάθη ἐπὶ τῆς ὁδοῦ Πανεπιστημίου, μεταξὺ τοῦ Ὀφθαλμιατρείου καὶ τῆς Ἀγγλικῆς Ἐκκλησίας, ὅπου δέχεται τοὺς πελάτας του μὲ ὑφάσματα ἐκλεκτὰ καὶ τιμὰς λογικάς.	[784, 660, 1024, 772]
paragraph: ΚΟΥΒΕΡΤΑΙ μάλλιναι καὶ βαμβακεραί. ΦΑΝΕΛΛΙΚΑ καὶ ΚΑΛΤΣΕΣ. Καὶ τὰ ρεκὸρ ΟΜΒΡΕΛΛΑΙ ἐκλεκταὶ νέαι.	[1046, 787, 1516, 814]
diathetei-text: τοὺς ἀρίστους τῶν Ἀθηνῶν κόπτας καὶ τὰς πρώτης τάξεως γαζωτρίας καὶ ἐργατρίας διὰ τὰ ὑποκάμισα, τοὺς σκληροὺς γιακάδες, τὰς φανέλλας καὶ τὰ λοιπὰ ἀσπρόρρουχα. Παρέχει ἐγγύησιν στερεότητος καὶ ἐφαρμογῆς καὶ ἐκτελεῖ τὰς παραγγελίας ταχύτατα, διεσπαρμένος ἀπὸ ἀνακτόρων μέχρι θησαυρῶν πελατείας ἐξ ὅλης τῆς Ἑλλάδος.	[561, 1680, 765, 1805]
novel-columns	[84, 1122, 542, 1869]
lyzol-intro: Δὲν ὑπάρχει ἄλλο προφυλακτικώτερον φάρμακον ἐναντίον τῶν μεταδοτικῶν ἀσθενειῶν ἀπὸ τὸ	[1074, 896, 1488, 923]
koppel-agent-label: Γενικὸς ἀντιπρόσωπος·	[843, 1113, 965, 1125]
paragraph: Ἐργοχείρων Φωτογραφιῶν καὶ	[576, 1097, 750, 1111]
warehouse-kicker: — ΝΕΑ ΑΠΟΘΗΚΗ —	[832, 308, 976, 322]
koppel-and: ΚΑΙ	[894, 851, 914, 863]
bonbonnieres-text: Παρελήφθησαν αἱ τελευταῖαι λέξεις τοῦ συρμοῦ, εἰς διάφορα σχήματα καὶ μὲ τιμὰς πολὺ ἐλαττωμένας, εἰς τὸ Ἐργοστάσιον ΚΑΝΑΡΒΙΩΤΟΥ καὶ ΑΣΗΜΑΚΟΠΟΥΛΟΥ, ὁδὸς Περικλέους καὶ Καραγεώργη γωνία.	[1046, 1278, 1272, 1340]
divider	[1046, 379, 1516, 384]
paragraph: Τὸ πλῆθος ἐθεᾶτο σιωπηλὸν τὴν πτῶσιν τοῦ βασιλείου ἐκείνου, τὸ ὁποῖον ἐπὶ ἕνα ὁλόκληρον αἰῶνα εἶχε κυριαρχήσει τῆς Μεσογείου.	[84, 893, 334, 930]
paragraph: 30, 32	[647, 1360, 679, 1372]
paragraph: Ἐκεῖνον τὸν ἦχον, ἐν τῇ μονοτονίᾳ τῆς καθημερινῆς ζωῆς, τὸν ἐξέλαβεν ὡς σάλπισμα ἐλευθερίας· καὶ ἡ νύκτα τοῦ ἐφάνη μικρὰ διὰ τὰ σχέδια τὰ ὁποῖα ὕφαινεν ἡ φαντασία του.	[84, 1318, 334, 1367]
paragraph: Μακρόθεν ἔφθανεν ἡ βοὴ τῆς πόλεως, ἀνάμικτος μὲ τοὺς κώδωνας τῶν μοναστηρίων καὶ τὰς φωνὰς τῶν πραματευτῶν τῆς ἀγορᾶς.	[84, 1526, 334, 1563]
paragraph: Ὁ νεαρὸς Μιχαὴλ ἦτο ὁ τυχερὸς ἐκεῖνος εἰς τὸν ὁποῖον ὁ Αὐτοκράτωρ ἀνοίγετο εἰς τὸν περιορισμόν του. Διὰ τοῦτο, ὅταν ἔπειτα ἀπὸ τόσα χρόνια ἤκουσε τὰ τύμπανα νὰ κτυποῦν δίπλα του, ἀνεσκίρτησε ζητῶν νὰ ἐξέλθῃ.	[84, 1253, 334, 1315]
technical-company-line3: Μηχανικοί	[876, 1159, 932, 1171]
paragraph: Ἁπλοῦς ὑπηρέτης κατ' ἀρχάς, εἶδε τοὺς διαδρόμους καὶ τὰς κλίμακας τοῦ παλατίου, ἐγνώρισε τὰ μυστικὰ τῶν εὐνούχων καὶ ἤκουσε τοὺς ψιθύρους ποὺ ἀνεβοκατέβαιναν μὲ τὰς σκιάς. Εἰπὼν τὴν τελευ-	[84, 1749, 334, 1811]
paragraph: «Ζωή, Ζωὴ ἡ Πορφυρογέννητος», ἐψιθύρισε, καὶ τὸ ὄνομα ἐκεῖνο τοῦ ἐφάνη γλυκὺ ὡς τὸ μέλι καὶ βαρὺ ὡς ἡ πορφύρα.	[351, 1725, 542, 1775]
koppel-intro	[784, 792, 1024, 824]
goutakis-address: 146 ΑΙΟΛΟΥ 146	[1189, 845, 1373, 864]
page-columns	[84, 99, 1516, 2169]
goods-intro: Εἴδη Ἐργοστασίων, Ἐλαιουργείων, Χαρτοποιΐας καὶ Κλωστηρίων·	[789, 1200, 1019, 1225]
koppel-cities2: BRUXELLES–BUDAPEST	[829, 892, 979, 904]
signer-role: Ὁ Διευθυντὴς τοῦ Ὠδείου Ἀθηνῶν	[580, 972, 746, 984]
tip-wagon-illustration	[806, 909, 1002, 1059]
novel-title: ΖΩΗ Η ΠΟΡΦΥΡΟΓΕΝΝΗΤΟΣ	[84, 1026, 544, 1105]
parelavomen-ad	[1046, 242, 1516, 372]
sotiropoulos-warehouse: Κεντρικαὶ Ἀποθῆκαι ὁδὸς Σολωμοῦ, ἀριθ. τηλεφώνου 485	[805, 1307, 1003, 1331]
goutakis-header	[1046, 704, 1516, 738]
conservatory-announcement	[561, 356, 765, 1021]
lyzol-text: «Ὅταν τὸ μεταχειρίζεταί τις ἐφ' ὅσον διαρκεῖ ἡ ἐπιδημία.» Πωλεῖται εἰς ὅλα τὰ φαρμακεῖα καὶ φαρμακεμπορεῖα. Γενικοὶ ἀντιπρόσωποι διὰ τὴν Ἑλλάδα καὶ Κρήτην· ΖΩΓΡΑΦΟΣ καὶ ΚΛΟΕΖΕ, Παραγγελιοδόχοι, ὁδὸς Καράγη 23, Ἀθῆναι.	[1255, 928, 1516, 991]
milners-safes-ad	[1046, 109, 1516, 234]
varvitsiotis-ad	[561, 1868, 765, 2014]
paragraph: ΟΔΟΣ ΣΤΑΔΙΟΥ—ΑΘΗΝΑΙ	[1343, 213, 1504, 225]
paragraph: Ἀριθμ. Τηλεφ. 136.	[615, 1619, 711, 1631]
novel-section	[84, 1006, 542, 1869]
furniture-address: 168 ὁδὸς Αἰόλου 168	[839, 558, 969, 572]
agiosini-title: Ἡ ΑΓΙΟΣΥΝΗ ΤΗΣ ΓΕΥΜΑΤΙΖΕΙ	[596, 188, 730, 219]
london-title: ΤΙ ΓΙΝΕΤΑΙ ΕΝ ΛΟΝΔΙΝΩ	[1065, 390, 1497, 422]
bottom-ads-row	[1046, 1235, 1516, 1385]
technical-company-line2: Α. Δ. ΖΑΧΑΡΙΟΥ ΚΑΙ Σια	[819, 1144, 989, 1160]
paragraph: Ἐκείνην τὴν στιγμὴν ἠκούσθησαν βήματα εἰς τὸν διάδρομον. Ὁ Καῖσαρ ἐσιώπησε, καὶ ἡ σιωπὴ ἥπλωσε βαρεῖα μεταξὺ τῶν δύο ἀνδρῶν.	[351, 1400, 542, 1449]
paragraph: Ὁ κοινὸς θαυμασμὸς διεμοιράσθη μεταξὺ τοῦ Βελισαρίου καὶ τοῦ Ζελιμέρου. Τὸν μὲν πρῶτον ἐθαύμαζον ὡς τὸ πρότυπον τῆς μεγαλειτέρας εὐψυχίας, τῆς σωφροσύνης ἐν τῇ συμβουλῇ, τῆς ταχύτητος ἐν τῇ ἐκτελέσει καὶ τῆς μετριοφροσύνης μετὰ τὰς λαμπροτέρας νίκας.	[84, 288, 334, 362]
milners-agent-gr	[1281, 166, 1514, 232]
continuation-note: (Συνέχεια ἐκ τοῦ χθεσινοῦ)	[142, 1133, 276, 1145]
paragraph: 1) Ἔργα εἰς τὸν διαγωνισμὸν εἶναι δεκτὰ τὰ ἀναδειχθησόμενα ἀπὸ σκηνῆς ἐν Ἀθήναις ἀπὸ τῆς 1ης Δεκεμβρίου 1911 μέχρι 31 Ὀκτωβρίου 1912. Οὐδὲν ἔργον ἐκ τῶν ἤδη ἀναβιβασθέντων εἰς τὴν σκηνὴν δύναται νὰ ὑποβληθῇ εἰς τὸν διαγωνισμόν.	[561, 501, 765, 586]
announcement-intro: Προκηρύσσεται Δεύτερος «Ἀξιόχρεως» Δραματικὸς διαγωνισμὸς πρὸς ἐπιγραφὴν πρωτοτύπων ἔργων ἐχόντων ὑπόθεσιν Ἑλληνικήν, ἀρχαίαν ἢ νέαν, ὑπὸ τοὺς ἑξῆς ὅρους·	[561, 436, 765, 498]
paragraph: ΕΥΚΑΙΡΙΑ. Ἐνοικιάζονται τὰ κεντρικώτατα καταστήματα τὰ ἐπὶ τῆς ὁδοῦ Σταδίου 53, Βασ. Φωτογραφεῖον Πανταζοπούλου, καὶ ἀνώγειος οἰκία πρὸς δραχμὰς 150 τὸν μῆνα.	[561, 2028, 765, 2090]
agiosini-section	[561, 189, 765, 338]
paragraph: ΕΝΟΙΚΙΑΖΕΤΑΙ μαγειρεῖον κάτωθεν τοῦ θεάτρου, ὁδὸς Ἀγγ. Θεάτρου ἀριθ. 8.	[784, 1585, 1024, 1609]
paragraph: Παρηκολούθουν οἱ εὐγενέστεροι τῶν Βανδάλων αἰχμαλώτων, ὑπερήφανοι ἀκόμη ἐν τῇ δυστυχίᾳ των, καὶ τελευταῖος ὁ Ζελίμηρ, ἐνδεδυμένος τὴν πορφύραν του, μὲ βλέμμα ἀπλανὲς καὶ βῆμα σταθερόν.	[84, 828, 334, 890]
paragraph: des chemins de fer portatifs et	[837, 802, 971, 813]
delivery-title: ΔΙΑΝΟΜΗ ΚΑΤ' ΟΙΚΟΝ	[808, 1347, 1000, 1363]
paragraph: ΕΝΟΙΚΙΑΖΕΤΑΙ μονοκατοικία νέα, κεντρική, κατάλληλος δι' ἰατρεῖον, μετὰ καὶ ἄνευ ἐπίπλων· πωλοῦνται καὶ τὰ ἔπιπλα. Πληροφορίαι εἰς τὸ γραφεῖον τοῦ «Ἐμπρός».	[784, 1402, 1024, 1451]
paragraph: Ἐπάνω εἰς τὸν Βόσπορον, πέραν καὶ ἀντίκρυ, ἡ Ἀσία φωτισμένη ἀπὸ ἕνα μεγάλον ἥλιον ἐξηπλώνετο εἰς τὰ ὄμματά του μὲ τὰ κυπαρίσσια καὶ τοὺς κήπους τῶν ἀκτῶν της.	[84, 1370, 334, 1419]
paragraph: Ἕκαστον κομμάτι πήχ. 34	[596, 1384, 730, 1396]
divider	[561, 2020, 765, 2021]
prices-title: ΑΙ ΤΙΜΑΙ ΤΟΥ	[590, 1808, 736, 1829]
store-phone: Ἀριθ. Τηλεφώνου 690	[608, 1288, 718, 1300]
paragraph: RUE STADE, ATHÈNES	[1058, 213, 1203, 225]
paragraph: Ἂν ὅμως τὸ κηρίον εἶνε σβηστόν, τότε οὐαὶ εἰς ἐκείνους ποὺ θὰ τολμήσουν. Οἱ Βαράγγοι δὲν ἐρωτοῦν· κτυποῦν.	[351, 1621, 542, 1670]
paragraph: — Εἶμαι ἐν γνώσει τῆς διαταγῆς, ἀπήντησεν ὁ γέρων πατρίκιος μὲ φωνὴν βαρεῖαν. Ἡ Μεγάλη Πύλη ἔκλεισε διὰ σὲ ἀπόψε· θὰ ἀνοίξῃ μόνον ὅταν ὁ Κύριος τὸ θελήσῃ.	[84, 1605, 334, 1655]
exhibition-lines	[561, 1072, 765, 1137]
section-piraeus-branch: ΥΠΟΚΑΤΑΣΤΗΜΑ ΕΝ ΠΕΙΡΑΙΕΙ	[571, 1552, 755, 1585]
london-p1: Ἀπέκτησαν αἱ Ἀθῆναι δι' εὐρωπαϊκοῦ συνδυασμοῦ τοῦ Καταστήματος ΑΗΔΟΝΟΠΟΥΛΟΥ — ΚΟΛΟΤΟΥΡΟΥ, ὁδὸς Εὐριπίδου 24 Β.	[1046, 426, 1516, 454]
goutakis-subtitle: ΜΕΓΑΛΗ ΑΠΟΘΗΚΗ	[1157, 739, 1405, 756]
paragraph: ΕΝΟΙΚΙΑΖΕΤΑΙ τὸ μεσαῖον πάτωμα γωνιαίας οἰκίας κειμένης ἐπὶ τῆς ὁδοῦ Χαριλάου Τρικούπη, μετὰ ἠλεκτρικοῦ καὶ ἀεριόφωτος, πέντε δωματίων καὶ πάντων τῶν χρειωδῶν. Πληροφορίαι ἐντός.	[784, 1459, 1024, 1521]
divider	[784, 1189, 1024, 1194]
paragraph: ΕΥΚΑΙΡΙΑ. Ἐπωλήθησαν ὁλόκληροι αἱ ἀποθῆκαι νεωτερισμῶν τῆς ὁδοῦ Σταδίου 53· σπεύσατε πρὶν ἐξαντληθοῦν τὰ ἐκλεκτότερα εἴδη. Πληροφορίαι ἐντὸς τοῦ καταστήματος.	[561, 2097, 765, 2159]
announcement-date: Ἐν Ἀθήναις τῇ 20 Ὀκτωβρίου 1911.	[576, 960, 750, 972]
goutakis-tagline: ΠΡΑΚΤΙΚΟΣ ΜΠΑΖΑΡ ΕΥΘΗΝΙΑΣ	[1147, 863, 1415, 878]
paragraph: Παραγγελίαι Ἀγγλίας	[607, 1407, 719, 1419]
koppel-cities1: BERLIN–PARIS–LONDON	[827, 881, 981, 893]
milners-safes-label: SAFES	[1213, 127, 1268, 141]
goutakis-address-inline: 146 ΑΙΟΛΟΥ	[1314, 711, 1453, 736]
phoenix-kicker: ΑΤΜΟΚΙΝΗΤΟΝ	[838, 99, 970, 114]
paragraph: G R E E C E	[1058, 187, 1134, 199]
divider	[561, 1642, 765, 1647]
paragraph: Ἐργαστηρίων Πλισσέ.	[600, 1122, 726, 1136]
goutakis-name: ΓΟΥΤΑΚΗΣ	[1109, 703, 1301, 738]
sotiropoulos-name: Γ. Α. ΣΩΤΗΡΟΠΟΥΛΟΣ & Σα	[801, 1256, 1007, 1272]
phoenix-factory-ad	[784, 99, 1024, 289]
